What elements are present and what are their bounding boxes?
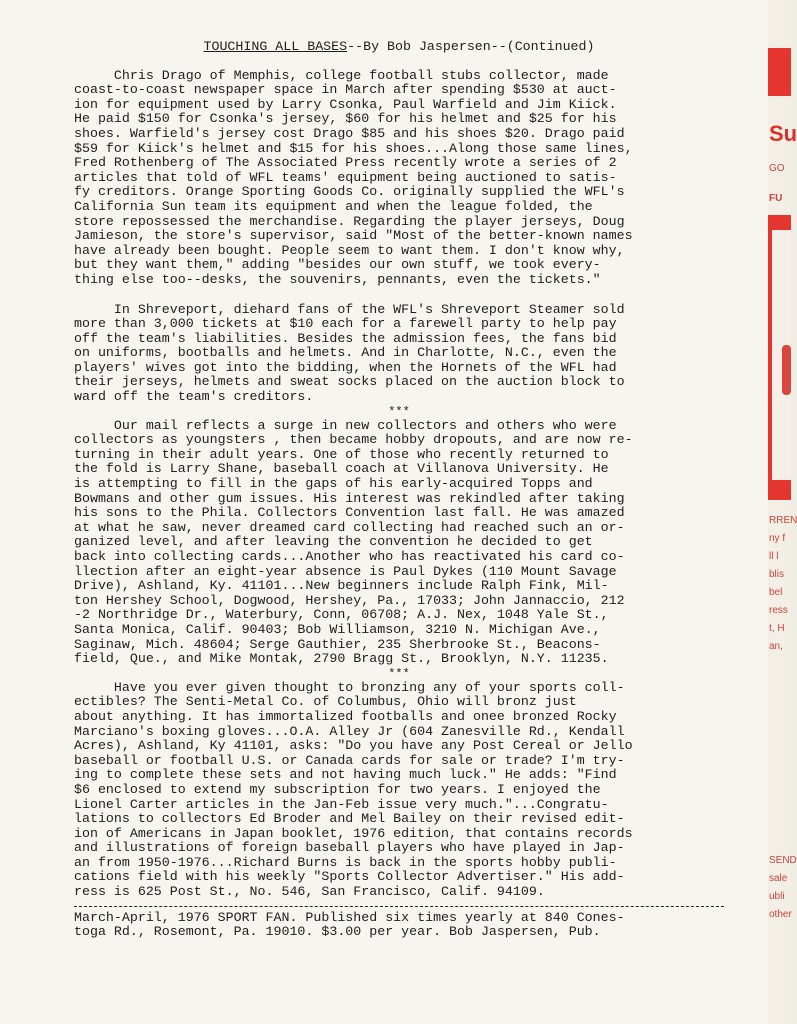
text-line: collectors as youngsters , then became hobby dropouts, and are now re- bbox=[74, 432, 633, 448]
adjacent-fragment: other bbox=[769, 909, 792, 920]
text-line: but they want them," adding "besides our own stuff, we took every- bbox=[74, 257, 601, 273]
footer-divider bbox=[74, 906, 724, 907]
text-line: back into collecting cards...Another who has reactivated his card co- bbox=[74, 549, 625, 564]
text-line: Drive), Ashland, Ky. 41101...New beginners include Ralph Fink, Mil- bbox=[74, 578, 609, 594]
text-line: ward off the team's creditors. bbox=[74, 389, 314, 405]
adjacent-fragment: SEND bbox=[769, 855, 797, 866]
text-line: an from 1950-1976...Richard Burns is back in the sports hobby publi- bbox=[74, 854, 617, 870]
text-line: In Shreveport, diehard fans of the WFL's Shreveport Steamer sold bbox=[74, 301, 625, 317]
text-line: Fred Rothenberg of The Associated Press recently wrote a series of 2 bbox=[74, 155, 617, 171]
text-line: the fold is Larry Shane, baseball coach at Villanova University. He bbox=[74, 461, 609, 477]
text-line: llection after an eight-year absence is Paul Dykes (110 Mount Savage bbox=[74, 563, 617, 579]
adjacent-fragment: sale bbox=[769, 873, 788, 884]
text-line: Have you ever given thought to bronzing any of your sports coll- bbox=[74, 679, 625, 695]
adjacent-fragment: ress bbox=[769, 605, 788, 616]
text-line: cations field with his weekly "Sports Collector Advertiser." His add- bbox=[74, 869, 625, 885]
byline: --By Bob Jaspersen--(Continued) bbox=[347, 39, 595, 54]
text-line: Saginaw, Mich. 48604; Serge Gauthier, 235 Sherbrooke St., Beacons- bbox=[74, 636, 601, 652]
text-line: ganized level, and after leaving the convention he decided to get bbox=[74, 534, 593, 550]
adjacent-fragment: ll l bbox=[769, 551, 779, 562]
text-line: Chris Drago of Memphis, college football stubs collector, made bbox=[74, 67, 609, 83]
text-line: turning in their adult years. One of those who recently returned to bbox=[74, 446, 609, 462]
adjacent-fragment: bel bbox=[769, 587, 783, 598]
text-line: on uniforms, bootballs and helmets. And in Charlotte, N.C., even the bbox=[74, 345, 617, 361]
text-line: ectibles? The Senti-Metal Co. of Columbus, Ohio will bronz just bbox=[74, 694, 577, 710]
adjacent-text: FU bbox=[769, 193, 783, 204]
adjacent-fragments bbox=[769, 512, 797, 656]
text-line: players' wives got into the bidding, when the Hornets of the WFL had bbox=[74, 359, 617, 375]
text-line: ton Hershey School, Dogwood, Hershey, Pa., 17033; John Jannaccio, 212 bbox=[74, 592, 625, 608]
adjacent-red-band bbox=[768, 48, 791, 96]
article bbox=[74, 40, 724, 940]
text-line: Jamieson, the store's supervisor, said "Most of the better-known names bbox=[74, 228, 633, 244]
text-line: shoes. Warfield's jersey cost Drago $85 and his shoes $20. Drago paid bbox=[74, 125, 625, 141]
adjacent-text: GO bbox=[769, 163, 785, 174]
text-line: $6 enclosed to extend my subscription for two years. I enjoyed the bbox=[74, 781, 601, 797]
text-line: Santa Monica, Calif. 90403; Bob Williamson, 3210 N. Michigan Ave., bbox=[74, 621, 601, 637]
text-line: ion of Americans in Japan booklet, 1976 edition, that contains records bbox=[74, 825, 633, 841]
publication-footer bbox=[74, 911, 724, 940]
text-line: coast-to-coast newspaper space in March after spending $530 at auct- bbox=[74, 82, 617, 98]
text-line: about anything. It has immortalized footballs and onee bronzed Rocky bbox=[74, 708, 617, 724]
column-name: TOUCHING ALL BASES bbox=[203, 39, 348, 54]
text-line: ress is 625 Post St., No. 546, San Francisco, Calif. 94109. bbox=[74, 884, 545, 900]
text-line: off the team's liabilities. Besides the admission fees, the fans bid bbox=[74, 330, 617, 346]
text-line: $59 for Kiick's helmet and $15 for his shoes...Along those same lines, bbox=[74, 140, 633, 156]
text-line: ion for equipment used by Larry Csonka, Paul Warfield and Jim Kiick. bbox=[74, 96, 617, 112]
text-line: store repossessed the merchandise. Regarding the player jerseys, Doug bbox=[74, 213, 625, 229]
text-line: California Sun team its equipment and when the league folded, the bbox=[74, 198, 593, 214]
text-line: is attempting to fill in the gaps of his early-acquired Topps and bbox=[74, 476, 593, 492]
text-line: Acres), Ashland, Ky 41101, asks: "Do you have any Post Cereal or Jello bbox=[74, 738, 633, 754]
text-line: -2 Northridge Dr., Waterbury, Conn, 06708; A.J. Nex, 1048 Yale St., bbox=[74, 607, 609, 623]
adjacent-fragment: ubli bbox=[769, 891, 785, 902]
text-line: more than 3,000 tickets at $10 each for a farewell party to help pay bbox=[74, 316, 617, 332]
text-line: He paid $150 for Csonka's jersey, $60 for his helmet and $25 for his bbox=[74, 111, 617, 127]
text-line: at what he saw, never dreamed card collecting had reached such an or- bbox=[74, 519, 625, 535]
adjacent-fragment: ny f bbox=[769, 533, 786, 544]
adjacent-fragment: RREN bbox=[769, 515, 797, 526]
adjacent-heading: Su bbox=[769, 121, 797, 146]
article-title bbox=[74, 40, 724, 55]
adjacent-figure bbox=[782, 345, 791, 395]
section-separator: *** bbox=[388, 404, 410, 419]
text-line: his sons to the Phila. Collectors Convention last fall. He was amazed bbox=[74, 505, 625, 521]
paragraph-4 bbox=[74, 681, 724, 900]
paragraph-3 bbox=[74, 419, 724, 667]
text-line: lations to collectors Ed Broder and Mel Bailey on their revised edit- bbox=[74, 811, 625, 827]
adjacent-fragment: an, bbox=[769, 641, 783, 652]
adjacent-fragment: t, H bbox=[769, 623, 785, 634]
footer-line: March-April, 1976 SPORT FAN. Published six times yearly at 840 Cones- bbox=[74, 909, 625, 925]
adjacent-fragment: blis bbox=[769, 569, 785, 580]
text-line: have already been bought. People seem to want them. I don't know why, bbox=[74, 242, 625, 258]
text-line: Lionel Carter articles in the Jan-Feb issue very much."...Congratu- bbox=[74, 796, 609, 812]
paragraph-2 bbox=[74, 303, 724, 405]
adjacent-fragments-lower bbox=[769, 852, 797, 924]
paragraph-1 bbox=[74, 69, 724, 288]
text-line: and illustrations of foreign baseball players who have played in Jap- bbox=[74, 840, 625, 856]
text-line: thing else too--desks, the souvenirs, pennants, even the tickets." bbox=[74, 271, 601, 287]
text-line: Bowmans and other gum issues. His interest was rekindled after taking bbox=[74, 490, 625, 506]
footer-line: toga Rd., Rosemont, Pa. 19010. $3.00 per year. Bob Jaspersen, Pub. bbox=[74, 924, 601, 940]
text-line: articles that told of WFL teams' equipment being auctioned to satis- bbox=[74, 169, 617, 185]
text-line: Marciano's boxing gloves...O.A. Alley Jr (604 Zanesville Rd., Kendall bbox=[74, 723, 625, 739]
text-line: their jerseys, helmets and sweat socks placed on the auction block to bbox=[74, 374, 625, 390]
text-line: baseball or football U.S. or Canada cards for sale or trade? I'm try- bbox=[74, 752, 625, 768]
text-line: Our mail reflects a surge in new collectors and others who were bbox=[74, 417, 617, 433]
text-line: fy creditors. Orange Sporting Goods Co. originally supplied the WFL's bbox=[74, 184, 625, 200]
section-separator: *** bbox=[388, 666, 410, 681]
adjacent-page-edge bbox=[768, 0, 797, 1024]
text-line: ing to complete these sets and not having much luck." He adds: "Find bbox=[74, 767, 617, 783]
text-line: field, Que., and Mike Montak, 2790 Bragg St., Brooklyn, N.Y. 11235. bbox=[74, 651, 609, 667]
